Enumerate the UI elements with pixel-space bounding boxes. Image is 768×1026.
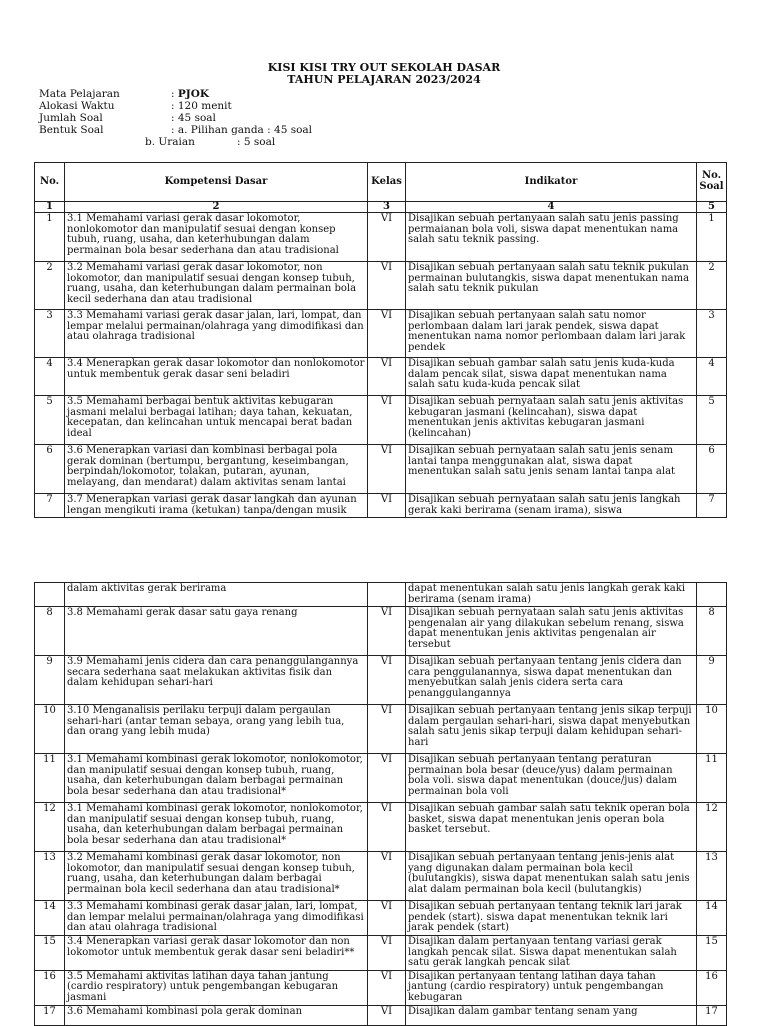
cell-kompetensi-dasar: 3.6 Memahami kombinasi pola gerak dominan — [65, 1005, 368, 1025]
meta-subject-value: PJOK — [177, 88, 210, 100]
cell-kelas: VI — [368, 803, 406, 852]
table-row — [35, 583, 727, 607]
index-cell: 5 — [697, 202, 727, 213]
table-row — [35, 852, 727, 901]
cell-kelas: VI — [368, 970, 406, 1005]
cell-indikator: dapat menentukan salah satu jenis langkah gerak kaki berirama (senam irama) — [406, 583, 697, 607]
cell-indikator: Disajikan sebuah gambar salah satu jenis kuda-kuda dalam pencak silat, siswa dapat menentukan nama salah satu kuda-kuda pencak silat — [406, 358, 697, 396]
cell-kelas: VI — [368, 494, 406, 518]
cell-no: 17 — [35, 1005, 65, 1025]
cell-no: 16 — [35, 970, 65, 1005]
table-row — [35, 1005, 727, 1025]
header-no: No. — [35, 163, 65, 202]
cell-kompetensi-dasar: 3.4 Menerapkan variasi gerak dasar lokomotor dan non lokomotor untuk membentuk gerak dasar seni beladiri** — [65, 935, 368, 970]
table-body-page-2 — [35, 583, 727, 1026]
cell-kompetensi-dasar: 3.10 Menganalisis perilaku terpuji dalam pergaulan sehari-hari (antar teman sebaya, orang yang lebih tua, dan orang yang lebih muda) — [65, 705, 368, 754]
meta-form-value: : a. Pilihan ganda : 45 soal — [171, 124, 313, 136]
cell-no-soal: 1 — [697, 213, 727, 262]
cell-kompetensi-dasar: 3.7 Menerapkan variasi gerak dasar langkah dan ayunan lengan mengikuti irama (ketukan) tanpa/dengan musik — [65, 494, 368, 518]
index-cell: 3 — [368, 202, 406, 213]
cell-no-soal: 3 — [697, 310, 727, 358]
cell-kompetensi-dasar: 3.3 Memahami kombinasi gerak dasar jalan, lari, lompat, dan lempar melalui permainan/olahraga yang dimodifikasi dan atau olahraga tradisional — [65, 901, 368, 936]
meta-count-key: Jumlah Soal — [39, 112, 103, 124]
table-body-page-1 — [35, 213, 727, 518]
cell-no-soal: 9 — [697, 656, 727, 705]
title-line-1: KISI KISI TRY OUT SEKOLAH DASAR — [267, 61, 501, 74]
cell-indikator: Disajikan sebuah pertanyaan tentang jenis-jenis alat yang digunakan dalam permainan bola kecil (bulutangkis), siswa dapat menentukan salah satu jenis alat dalam permainan bola kecil (bulutangkis) — [406, 852, 697, 901]
table-row — [35, 445, 727, 494]
cell-kelas: VI — [368, 310, 406, 358]
cell-kompetensi-dasar: 3.9 Memahami jenis cidera dan cara penanggulangannya secara sederhana saat melakukan aktivitas fisik dan dalam kehidupan sehari-hari — [65, 656, 368, 705]
cell-no-soal: 16 — [697, 970, 727, 1005]
cell-kelas: VI — [368, 656, 406, 705]
cell-indikator: Disajikan sebuah pernyataan salah satu jenis senam lantai tanpa menggunakan alat, siswa dapat menentukan salah satu jenis senam lantai tanpa alat — [406, 445, 697, 494]
cell-no-soal: 8 — [697, 607, 727, 656]
cell-kelas: VI — [368, 901, 406, 936]
cell-no-soal: 14 — [697, 901, 727, 936]
cell-kompetensi-dasar: 3.1 Memahami kombinasi gerak lokomotor, nonlokomotor, dan manipulatif sesuai dengan konsep tubuh, ruang, usaha, dan keterhubungan dalam berbagai permainan bola besar sederhana dan atau tradisional* — [65, 803, 368, 852]
cell-indikator: Disajikan sebuah pertanyaan tentang jenis cidera dan cara penggulanannya, siswa dapat menentukan dan menyebutkan salah jenis cidera serta cara penanggulangannya — [406, 656, 697, 705]
table-row — [35, 262, 727, 310]
index-cell: 2 — [65, 202, 368, 213]
cell-kompetensi-dasar: 3.5 Memahami aktivitas latihan daya tahan jantung (cardio respiratory) untuk pengembangan kebugaran jasmani — [65, 970, 368, 1005]
cell-kelas: VI — [368, 1005, 406, 1025]
cell-no-soal: 10 — [697, 705, 727, 754]
cell-kompetensi-dasar: 3.3 Memahami variasi gerak dasar jalan, lari, lompat, dan lempar melalui permainan/olahraga yang dimodifikasi dan atau olahraga tradisional — [65, 310, 368, 358]
cell-kelas: VI — [368, 213, 406, 262]
cell-indikator: Disajikan sebuah gambar salah satu teknik operan bola basket, siswa dapat menentukan jenis operan bola basket tersebut. — [406, 803, 697, 852]
meta-time — [39, 100, 312, 112]
cell-no: 6 — [35, 445, 65, 494]
cell-no: 3 — [35, 310, 65, 358]
cell-kompetensi-dasar: 3.5 Memahami berbagai bentuk aktivitas kebugaran jasmani melalui berbagai latihan; daya tahan, kekuatan, kecepatan, dan kelincahan untuk mencapai berat badan ideal — [65, 396, 368, 445]
cell-no-soal — [697, 583, 727, 607]
cell-no: 2 — [35, 262, 65, 310]
table-row — [35, 396, 727, 445]
cell-indikator: Disajikan sebuah pernyataan salah satu jenis aktivitas pengenalan air yang dilakukan sebelum renang, siswa dapat menentukan jenis aktivitas pengenalan air tersebut — [406, 607, 697, 656]
cell-no: 10 — [35, 705, 65, 754]
cell-indikator: Disajikan sebuah pertanyaan tentang jenis sikap terpuji dalam pergaulan sehari-hari, siswa dapat menyebutkan salah satu jenis sikap terpuji dalam kehidupan sehari-hari — [406, 705, 697, 754]
table-row — [35, 494, 727, 518]
table-row — [35, 705, 727, 754]
cell-kompetensi-dasar: 3.6 Menerapkan variasi dan kombinasi berbagai pola gerak dominan (bertumpu, bergantung, keseimbangan, berpindah/lokomotor, tolakan, putaran, ayunan, melayang, dan mendarat) dalam aktivitas senam lantai — [65, 445, 368, 494]
cell-no: 9 — [35, 656, 65, 705]
meta-count — [39, 112, 312, 124]
cell-indikator: Disajikan sebuah pertanyaan tentang teknik lari jarak pendek (start). siswa dapat menentukan teknik lari jarak pendek (start) — [406, 901, 697, 936]
cell-kelas — [368, 583, 406, 607]
cell-kelas: VI — [368, 607, 406, 656]
cell-no: 15 — [35, 935, 65, 970]
table-row — [35, 310, 727, 358]
table-row — [35, 803, 727, 852]
index-cell: 4 — [406, 202, 697, 213]
cell-indikator: Disajikan sebuah pernyataan salah satu jenis aktivitas kebugaran jasmani (kelincahan), siswa dapat menentukan jenis aktivitas kebugaran jasmani (kelincahan) — [406, 396, 697, 445]
table-row — [35, 754, 727, 803]
cell-kompetensi-dasar: 3.2 Memahami variasi gerak dasar lokomotor, non lokomotor, dan manipulatif sesuai dengan konsep tubuh, ruang, usaha, dan keterhubungan dalam permainan bola kecil sederhana dan atau tradisional — [65, 262, 368, 310]
cell-kelas: VI — [368, 935, 406, 970]
index-cell: 1 — [35, 202, 65, 213]
cell-no-soal: 13 — [697, 852, 727, 901]
cell-kompetensi-dasar: 3.1 Memahami kombinasi gerak lokomotor, nonlokomotor, dan manipulatif sesuai dengan konsep tubuh, ruang, usaha, dan keterhubungan dalam berbagai permainan bola besar sederhana dan atau tradisional* — [65, 754, 368, 803]
cell-kompetensi-dasar: 3.4 Menerapkan gerak dasar lokomotor dan nonlokomotor untuk membentuk gerak dasar seni beladiri — [65, 358, 368, 396]
cell-kelas: VI — [368, 262, 406, 310]
cell-no: 8 — [35, 607, 65, 656]
table-row — [35, 213, 727, 262]
cell-no: 13 — [35, 852, 65, 901]
table-row — [35, 607, 727, 656]
cell-indikator: Disajikan sebuah pertanyaan salah satu teknik pukulan permainan bulutangkis, siswa dapat menentukan nama salah satu teknik pukulan — [406, 262, 697, 310]
cell-no: 5 — [35, 396, 65, 445]
table-row — [35, 358, 727, 396]
cell-kelas: VI — [368, 754, 406, 803]
cell-kelas: VI — [368, 358, 406, 396]
table-row — [35, 901, 727, 936]
table-index-row — [35, 202, 727, 213]
cell-kelas: VI — [368, 705, 406, 754]
cell-no-soal: 7 — [697, 494, 727, 518]
cell-no-soal: 12 — [697, 803, 727, 852]
header-no-soal: No. Soal — [697, 163, 727, 202]
cell-kelas: VI — [368, 852, 406, 901]
kisi-table-page-1 — [34, 162, 727, 518]
cell-no: 11 — [35, 754, 65, 803]
kisi-table-page-2 — [34, 582, 727, 1026]
cell-no — [35, 583, 65, 607]
cell-kelas: VI — [368, 445, 406, 494]
meta-time-key: Alokasi Waktu — [39, 100, 115, 112]
header-indikator: Indikator — [406, 163, 697, 202]
meta-form-key: Bentuk Soal — [39, 124, 104, 136]
meta-form — [39, 124, 312, 136]
cell-no-soal: 6 — [697, 445, 727, 494]
header-kelas: Kelas — [368, 163, 406, 202]
header-kompetensi-dasar: Kompetensi Dasar — [65, 163, 368, 202]
table-header-row — [35, 163, 727, 202]
meta-form-b — [145, 136, 275, 148]
cell-no: 4 — [35, 358, 65, 396]
title-line-2: TAHUN PELAJARAN 2023/2024 — [287, 73, 481, 86]
cell-kompetensi-dasar: 3.1 Memahami variasi gerak dasar lokomotor, nonlokomotor dan manipulatif sesuai dengan konsep tubuh, ruang, usaha, dan keterhubungan dalam permainan bola besar sederhana dan atau tradisional — [65, 213, 368, 262]
cell-no-soal: 11 — [697, 754, 727, 803]
cell-no-soal: 17 — [697, 1005, 727, 1025]
cell-indikator: Disajikan dalam pertanyaan tentang variasi gerak langkah pencak silat. Siswa dapat menentukan salah satu gerak langkah pencak silat — [406, 935, 697, 970]
cell-kompetensi-dasar: dalam aktivitas gerak berirama — [65, 583, 368, 607]
cell-indikator: Disajikan pertanyaan tentang latihan daya tahan jantung (cardio respiratory) untuk pengembangan kebugaran — [406, 970, 697, 1005]
document-title — [0, 62, 768, 86]
cell-indikator: Disajikan sebuah pertanyaan tentang peraturan permainan bola besar (deuce/yus) dalam permainan bola voli. siswa dapat menentukan (douce/jus) dalam permainan bola voli — [406, 754, 697, 803]
cell-no-soal: 2 — [697, 262, 727, 310]
cell-no: 14 — [35, 901, 65, 936]
cell-kompetensi-dasar: 3.8 Memahami gerak dasar satu gaya renang — [65, 607, 368, 656]
cell-indikator: Disajikan sebuah pernyataan salah satu jenis langkah gerak kaki berirama (senam irama), siswa — [406, 494, 697, 518]
cell-no-soal: 4 — [697, 358, 727, 396]
cell-no: 12 — [35, 803, 65, 852]
cell-indikator: Disajikan sebuah pertanyaan salah satu nomor perlombaan dalam lari jarak pendek, siswa dapat menentukan nama nomor perlombaan dalam lari jarak pendek — [406, 310, 697, 358]
cell-indikator: Disajikan sebuah pertanyaan salah satu jenis passing permaianan bola voli, siswa dapat menentukan nama salah satu teknik passing. — [406, 213, 697, 262]
meta-subject-key: Mata Pelajaran — [39, 88, 120, 100]
cell-kompetensi-dasar: 3.2 Memahami kombinasi gerak dasar lokomotor, non lokomotor, dan manipulatif sesuai dengan konsep tubuh, ruang, usaha, dan keterhubungan dalam berbagai permainan bola kecil sederhana dan atau tradisional* — [65, 852, 368, 901]
cell-no: 1 — [35, 213, 65, 262]
cell-kelas: VI — [368, 396, 406, 445]
table-row — [35, 656, 727, 705]
meta-block — [39, 88, 312, 136]
meta-time-value: : 120 menit — [171, 100, 232, 112]
cell-no-soal: 15 — [697, 935, 727, 970]
cell-no: 7 — [35, 494, 65, 518]
table-row — [35, 935, 727, 970]
cell-no-soal: 5 — [697, 396, 727, 445]
cell-indikator: Disajikan dalam gambar tentang senam yang — [406, 1005, 697, 1025]
meta-subject: Mata Pelajaran : PJOK — [39, 88, 210, 100]
table-row — [35, 970, 727, 1005]
meta-form-b-value: : 5 soal — [237, 136, 276, 148]
meta-count-value: : 45 soal — [171, 112, 216, 124]
meta-form-b-key: b. Uraian — [145, 136, 195, 148]
